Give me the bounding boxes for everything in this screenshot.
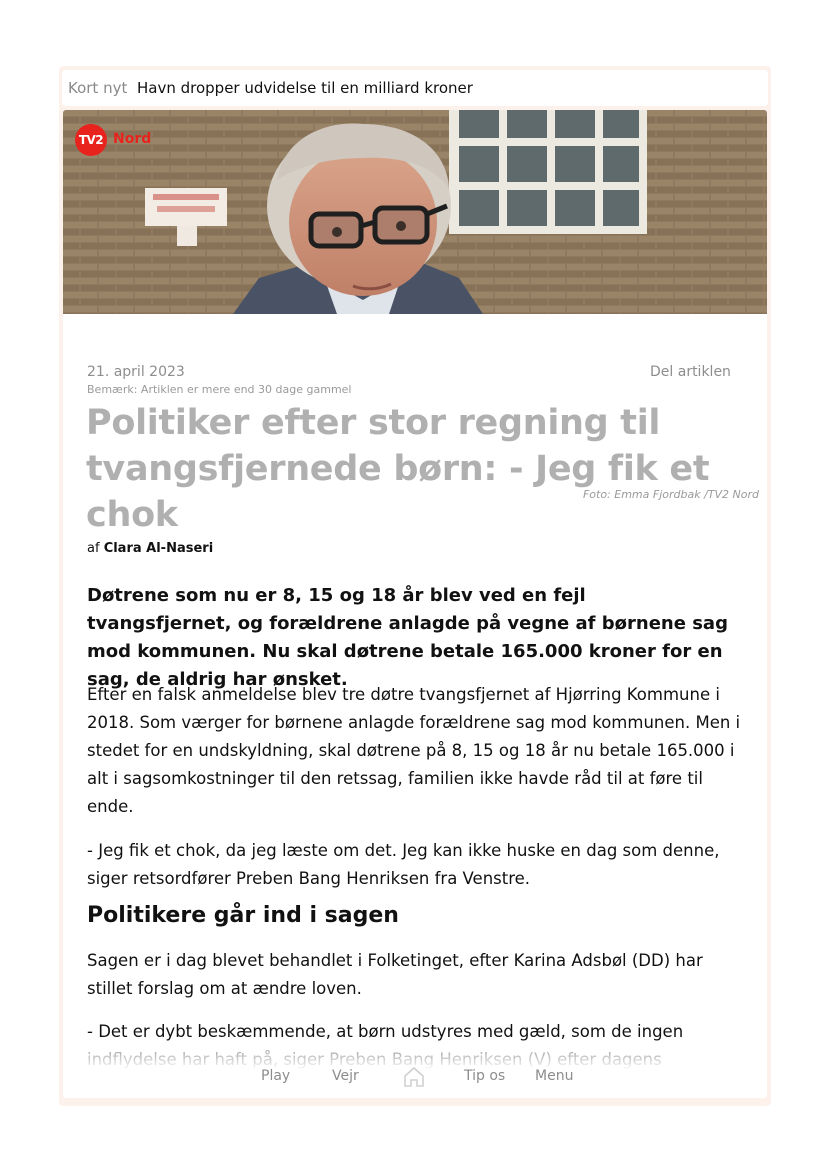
paragraph: - Det er dybt beskæmmende, at børn udstyres med gæld, som de ingen <box>87 1022 684 1041</box>
article-lead: Døtrene som nu er 8, 15 og 18 år blev ved en fejl tvangsfjernet, og forældrene anlagde på vegne af børnene sag mod kommunen. Nu skal døtrene betale 165.000 kroner for en sag, de aldrig har ønsket. <box>87 585 728 690</box>
subheading: Politikere går ind i sagen <box>87 903 399 928</box>
article-card <box>63 110 767 1098</box>
byline-prefix: af <box>87 541 100 556</box>
bottom-nav <box>63 1058 767 1098</box>
paragraph: - Jeg fik et chok, da jeg læste om det. Jeg kan ikke huske en dag som denne, siger retsordfører Preben Bang Henriksen fra Venstre. <box>87 841 720 888</box>
article-title: Politiker efter stor regning til tvangsfjernede børn: - Jeg fik et chok <box>86 403 710 535</box>
share-button[interactable]: Del artiklen <box>650 364 731 380</box>
author-name[interactable]: Clara Al-Naseri <box>103 541 214 556</box>
nav-tip-os[interactable]: Tip os <box>464 1068 506 1084</box>
paragraph: Sagen er i dag blevet behandlet i Folketinget, efter Karina Adsbøl (DD) har stillet forslag om at ændre loven. <box>87 951 703 998</box>
nav-play[interactable]: Play <box>261 1068 291 1084</box>
home-icon[interactable] <box>402 1066 426 1092</box>
hero-photo <box>63 110 767 314</box>
news-ticker[interactable] <box>62 70 768 106</box>
tv2-badge: TV2 <box>75 124 107 156</box>
ticker-label: Kort nyt <box>68 79 128 97</box>
hero-image <box>63 110 767 314</box>
nav-vejr[interactable]: Vejr <box>332 1068 359 1084</box>
photo-credit: Foto: Emma Fjordbak /TV2 Nord <box>582 488 759 501</box>
region-label: Nord <box>113 131 152 147</box>
byline <box>87 541 213 556</box>
paragraph: Efter en falsk anmeldelse blev tre døtre tvangsfjernet af Hjørring Kommune i 2018. Som værger for børnene anlagde forældrene sag mod kommunen. Men i stedet for en undskyldning, skal døtrene på 8, 15 og 18 år nu betale 165.000 i alt i sagsomkostninger til den retssag, familien ikke havde råd til at føre til ende. <box>87 685 741 816</box>
ticker-headline[interactable]: Havn dropper udvidelse til en milliard kroner <box>137 79 473 97</box>
age-notice: Bemærk: Artiklen er mere end 30 dage gammel <box>87 383 352 396</box>
nav-menu[interactable]: Menu <box>535 1068 574 1084</box>
publish-date: 21. april 2023 <box>87 364 185 380</box>
